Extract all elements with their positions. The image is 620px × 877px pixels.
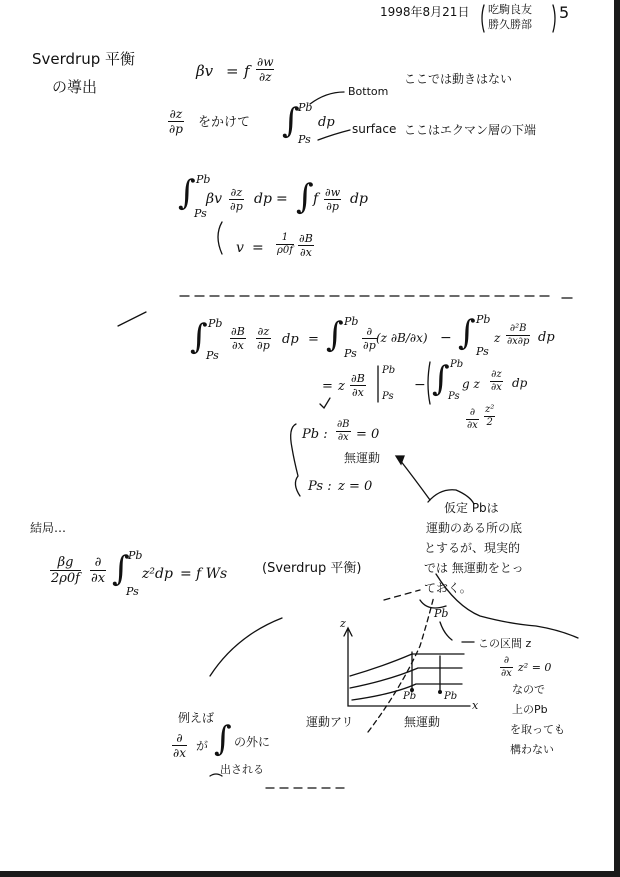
eq5-z2num: z²	[485, 404, 495, 415]
cond-check	[320, 398, 330, 408]
note-line3: なので	[512, 683, 545, 696]
example-den: ∂x	[173, 746, 186, 760]
eq4-r2-upper: Pb	[476, 313, 491, 326]
limits-dp: dp	[318, 115, 335, 130]
eq3-num: 1	[281, 232, 289, 243]
eq3-den2: ∂x	[299, 246, 312, 259]
header-bracket-left	[482, 5, 484, 32]
eq4-a-den: ∂x	[231, 339, 244, 352]
assumption-arrow	[400, 460, 430, 500]
eq1-equals: =	[226, 62, 239, 80]
eq5-bracket	[428, 362, 430, 404]
surface-pointer	[318, 130, 350, 140]
eq2-sub-bracket	[218, 222, 222, 254]
eq2-rhs-dp: dp	[350, 191, 368, 207]
diagram-curve-3	[352, 684, 462, 700]
cond-pb-label: Pb :	[302, 427, 328, 442]
right-sweep-curve	[436, 574, 578, 638]
eq4-integral-sign: ∫	[190, 317, 208, 357]
left-arc	[210, 618, 282, 676]
eq4-r2-lower: Ps	[476, 345, 489, 358]
eq2-rhs-f: f	[313, 191, 319, 207]
conclusion-rhs: f Ws	[196, 566, 228, 582]
eq2-dp: dp	[254, 191, 272, 207]
eq2-equals: =	[276, 191, 288, 207]
cond-pb-eq: = 0	[356, 427, 380, 442]
example-integral-sign: ∫	[214, 719, 232, 759]
eq4-minus: −	[440, 330, 452, 346]
surface-label: surface	[352, 122, 397, 136]
note-expr: z² = 0	[518, 661, 552, 674]
conclusion-lower: Ps	[126, 585, 139, 598]
eq4-r2-dp: dp	[538, 330, 555, 345]
eq2-rhs-den: ∂p	[326, 200, 339, 213]
surface-note: ここはエクマン層の下端	[404, 123, 537, 137]
eq5-minus: −	[414, 377, 426, 393]
example-label: 例えば	[178, 711, 215, 725]
conclusion-integrand: z²dp	[142, 566, 173, 582]
eq3-num2: ∂B	[299, 232, 313, 245]
eq5-int-lower: Ps	[448, 391, 460, 402]
eq4-lower: Ps	[206, 349, 219, 362]
title-line1: Sverdrup 平衡	[32, 50, 136, 68]
eq5-num: ∂B	[351, 372, 365, 385]
eq5-lhs-num: ∂	[469, 407, 475, 418]
note-line4: 上のPb	[512, 703, 548, 716]
eq5-den2: ∂x	[491, 382, 502, 393]
eq4-b-num: ∂z	[257, 325, 270, 338]
eq5-gz: g z	[462, 377, 480, 391]
note-den: ∂x	[501, 668, 512, 679]
title-line2: の導出	[52, 78, 98, 96]
eq1-den: ∂z	[258, 70, 272, 84]
eq2-integral-sign: ∫	[178, 173, 196, 213]
note-line1: この区間 z	[478, 637, 532, 650]
page-number: 5	[559, 3, 570, 22]
conclusion-d-num: ∂	[94, 555, 102, 570]
diagram-pb-low1: Pb	[403, 691, 417, 702]
cond-ps-eq: z = 0	[338, 479, 373, 494]
assumption-line2: 運動のある所の底	[426, 521, 523, 535]
header-bracket-right	[553, 5, 555, 32]
separator-tick-left	[118, 312, 146, 326]
cond-pb-den: ∂x	[337, 432, 349, 443]
eq1-lhs: βv	[196, 62, 214, 80]
note-num: ∂	[503, 655, 509, 666]
assumption-line5: ておく。	[424, 581, 472, 595]
diagram-no-motion: 無運動	[404, 715, 441, 729]
eq3-den: ρ0f	[277, 245, 293, 256]
eq2-rhs-num: ∂w	[325, 186, 341, 199]
eq3-equals: =	[252, 240, 264, 256]
note-line5: を取っても	[510, 723, 565, 736]
diagram-pb-top: Pb	[434, 607, 449, 620]
eq4-b-den: ∂p	[257, 339, 270, 352]
eq2-den: ∂p	[230, 200, 243, 213]
eq5-lhs-den: ∂x	[467, 420, 478, 431]
bottom-pointer	[310, 92, 344, 104]
diagram-pb-pointer	[440, 622, 452, 640]
eq4-r-paren: (z ∂B/∂x)	[376, 331, 428, 345]
eq4-r-upper: Pb	[344, 315, 359, 328]
bottom-label: Bottom	[348, 85, 389, 98]
limits-lower: Ps	[298, 133, 311, 146]
limits-integral-sign: ∫	[282, 101, 300, 141]
eq4-r2-z: z	[494, 331, 501, 345]
header-author-top: 吃駒良友	[488, 3, 532, 16]
eq4-dp: dp	[282, 332, 299, 347]
conclusion-upper: Pb	[128, 549, 143, 562]
multiply-den: ∂p	[169, 122, 183, 136]
header-date: 1998年8月21日	[380, 5, 470, 19]
assumption-line4: では 無運動をとっ	[424, 561, 524, 575]
eq4-r2-den: ∂x∂p	[507, 336, 530, 347]
eq2-lower: Ps	[194, 207, 207, 220]
eq5-den: ∂x	[351, 386, 364, 399]
eq4-upper: Pb	[208, 317, 223, 330]
eq2-beta-v: βv	[206, 191, 223, 207]
eq4-a-num: ∂B	[231, 325, 245, 338]
eq5-bar-upper: Pb	[382, 365, 396, 376]
conclusion-equals: =	[180, 566, 192, 582]
note-line6: 構わない	[510, 743, 554, 756]
example-out-text: 出される	[220, 763, 264, 776]
conclusion-d-den: ∂x	[91, 571, 106, 586]
conclusion-lhs-num: βg	[57, 555, 74, 570]
assumption-line3: とするが、現実的	[424, 541, 521, 555]
eq5-z2den: 2	[486, 417, 493, 428]
conclusion-name: (Sverdrup 平衡)	[262, 561, 362, 576]
example-scribble	[210, 774, 222, 776]
conclusion-lhs-den: 2ρ0f	[51, 571, 80, 586]
eq5-integral-sign: ∫	[432, 359, 450, 399]
eq5-int-upper: Pb	[450, 359, 464, 370]
conclusion-label: 結局…	[30, 521, 67, 535]
diagram-z-axis: z	[340, 617, 346, 630]
eq4-r2-num: ∂²B	[509, 323, 527, 334]
eq5-bar-lower: Ps	[382, 391, 394, 402]
eq1-num: ∂w	[257, 55, 274, 69]
header-author-bottom: 勝久勝部	[488, 18, 532, 31]
eq4-r-den: ∂p	[363, 339, 376, 352]
eq2-upper: Pb	[196, 173, 211, 186]
multiply-text: をかけて	[198, 115, 251, 130]
diagram-x-axis: x	[472, 699, 479, 712]
example-ga: が	[196, 739, 209, 753]
bottom-note: ここでは動きはない	[404, 72, 513, 86]
eq1-f: f	[244, 62, 250, 80]
diagram-pb-low2: Pb	[444, 691, 458, 702]
cond-pb-num: ∂B	[337, 419, 350, 430]
scan-edge-right	[614, 0, 620, 877]
eq2-rhs-integral-sign: ∫	[296, 177, 314, 217]
eq5-z: z	[338, 379, 345, 394]
eq5-equals: =	[322, 379, 333, 394]
cond-ps-label: Ps :	[308, 479, 332, 494]
limits-upper: Pb	[298, 101, 313, 114]
eq5-dp: dp	[512, 376, 528, 390]
eq4-r-num: ∂	[366, 325, 373, 338]
assumption-line1: 仮定 Pbは	[444, 501, 499, 515]
cond-pb-note: 無運動	[344, 451, 381, 465]
scan-edge-bottom	[0, 871, 620, 877]
example-int-text: の外に	[234, 735, 271, 749]
eq2-num: ∂z	[230, 186, 243, 199]
diagram-boundary	[368, 596, 434, 732]
eq4-r2-integral-sign: ∫	[458, 313, 476, 353]
conditions-brace	[291, 424, 300, 496]
eq4-r-lower: Ps	[344, 347, 357, 360]
conclusion-dash	[384, 590, 420, 600]
eq4-r-integral-sign: ∫	[326, 315, 344, 355]
multiply-num: ∂z	[169, 107, 183, 121]
diagram-moving: 運動アリ	[306, 715, 354, 729]
eq4-equals: =	[308, 332, 319, 347]
eq5-num2: ∂z	[491, 369, 502, 380]
conclusion-integral-sign: ∫	[112, 549, 130, 589]
eq3-v: v	[236, 240, 244, 256]
example-num: ∂	[176, 731, 183, 745]
